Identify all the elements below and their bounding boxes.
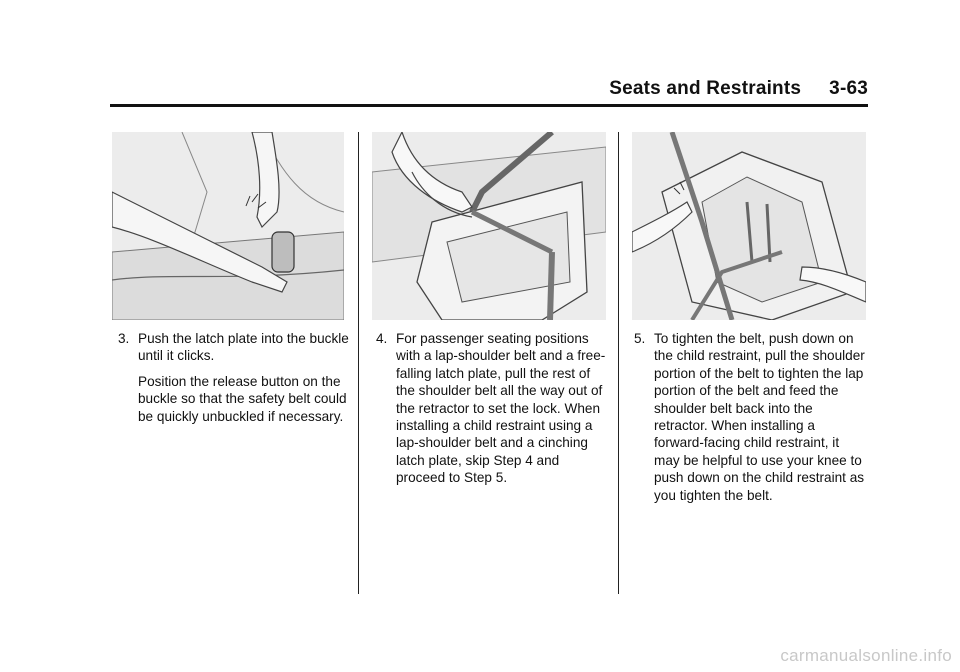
step-number: 5. — [634, 331, 646, 346]
text-column-3 — [634, 330, 866, 504]
column-divider-2 — [618, 132, 619, 594]
step-number: 3. — [118, 331, 130, 346]
section-title: Seats and Restraints — [609, 78, 802, 99]
page-number: 3-63 — [829, 78, 868, 99]
column-divider-1 — [358, 132, 359, 594]
illustration-shoulder-belt-pull — [372, 132, 606, 320]
step-3 — [118, 330, 358, 365]
header-rule — [110, 104, 868, 107]
step-5 — [634, 330, 866, 504]
step-text: Push the latch plate into the buckle until it clicks. — [138, 331, 349, 364]
illustration-tighten-restraint — [632, 132, 866, 320]
step-text: For passenger seating positions with a lap-shoulder belt and a free-falling latch plate, pull the rest of the shoulder belt all the way out of the retractor to set the lock. When installing a child restraint using a lap-shoulder belt and a cinching latch plate, skip Step 4 and proceed to Step 5. — [396, 331, 606, 486]
step-4 — [376, 330, 608, 487]
step-number: 4. — [376, 331, 388, 346]
text-column-2 — [376, 330, 608, 487]
page-header — [609, 78, 868, 100]
illustration-buckle-latch — [112, 132, 344, 320]
watermark: carmanualsonline.info — [780, 646, 952, 665]
text-column-1 — [118, 330, 358, 425]
step-note: Position the release button on the buckle so that the safety belt could be quickly unbuckled if necessary. — [138, 373, 347, 424]
step-text: To tighten the belt, push down on the child restraint, pull the shoulder portion of the belt to tighten the lap portion of the belt and feed the shoulder belt back into the retractor. When installing a forward-facing child restraint, it may be helpful to use your knee to push down on the child restraint as you tighten the belt. — [654, 331, 865, 503]
